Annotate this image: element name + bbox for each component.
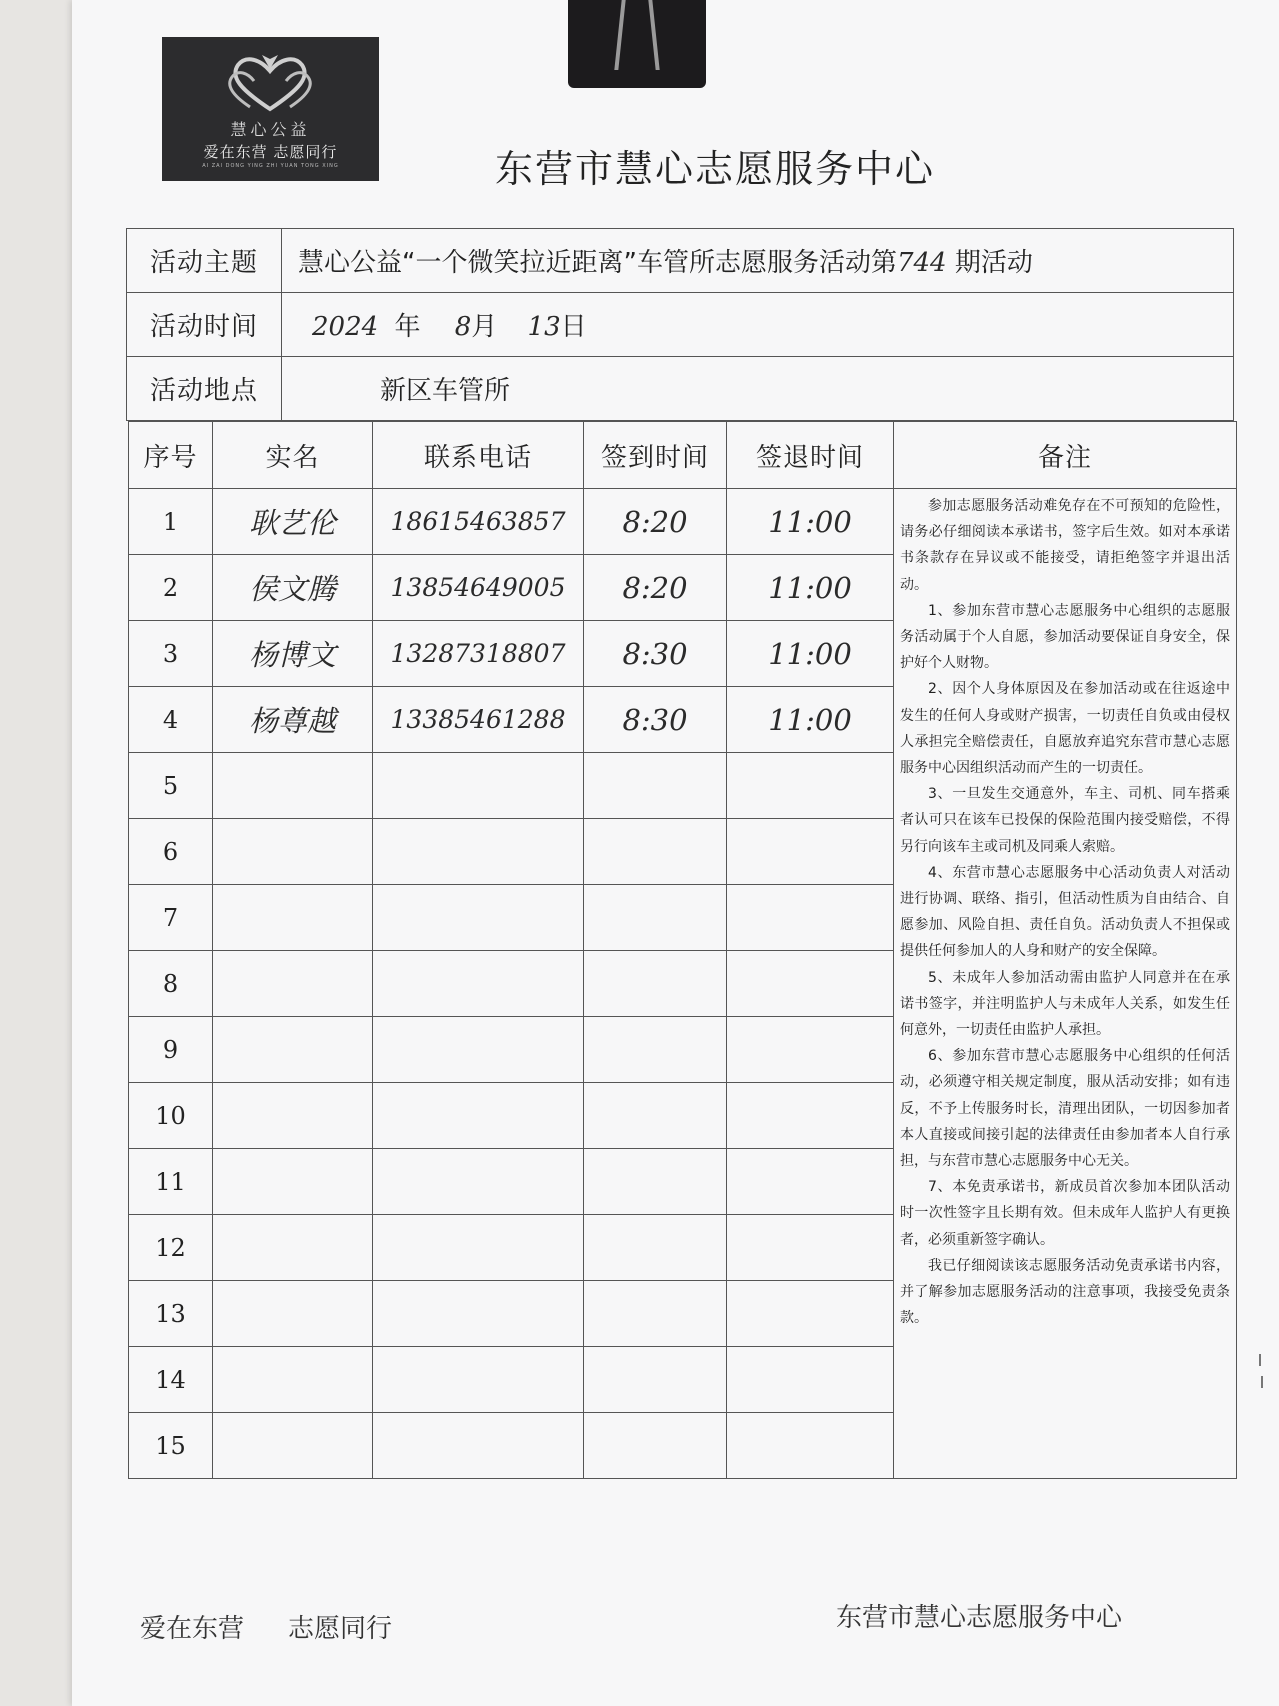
- volunteer-phone: 18615463857: [373, 489, 584, 555]
- notes-clause-4: 4、东营市慧心志愿服务中心活动负责人对活动进行协调、联络、指引，但活动性质为自由结合、自愿参加、风险自担、责任自负。活动负责人不担保或提供任何参加人的人身和财产的安全保障。: [900, 864, 1230, 960]
- checkout-time: [727, 1083, 894, 1149]
- volunteer-phone: [373, 1017, 584, 1083]
- row-number: 13: [129, 1281, 213, 1347]
- checkout-time: [727, 753, 894, 819]
- theme-suffix: 期活动: [954, 248, 1033, 278]
- row-number: 6: [129, 819, 213, 885]
- clip-wire-left: [614, 0, 625, 70]
- logo-slogan: 爱在东营 志愿同行: [203, 143, 338, 161]
- volunteer-signature: [213, 819, 373, 885]
- binder-clip: [568, 0, 706, 88]
- checkout-time: 11:00: [727, 687, 894, 753]
- volunteer-phone: [373, 1083, 584, 1149]
- volunteer-phone: [373, 1281, 584, 1347]
- volunteer-phone: 13287318807: [373, 621, 584, 687]
- volunteer-signature: [213, 753, 373, 819]
- row-number: 7: [129, 885, 213, 951]
- volunteer-signature: 耿艺伦: [213, 489, 373, 555]
- organization-logo: [162, 37, 379, 181]
- checkout-time: [727, 1017, 894, 1083]
- checkin-time: [584, 1347, 727, 1413]
- checkin-time: [584, 1149, 727, 1215]
- header-name: 实名: [213, 422, 373, 489]
- row-number: 1: [129, 489, 213, 555]
- time-row: [127, 293, 1234, 357]
- hearts-logo-icon: [220, 49, 320, 115]
- notes-clause-6: 6、参加东营市慧心志愿服务中心组织的任何活动，必须遵守相关规定制度，服从活动安排；如有违反，不予上传服务时长，清理出团队，一切因参加者本人直接或间接引起的法律责任由参加者本人自行承担，与东营市慧心志愿服务中心无关。: [900, 1048, 1230, 1170]
- row-number: 9: [129, 1017, 213, 1083]
- row-number: 10: [129, 1083, 213, 1149]
- checkin-time: [584, 753, 727, 819]
- theme-value: [282, 229, 1234, 293]
- notes-clause-3: 3、一旦发生交通意外，车主、司机、同车搭乘者认可只在该车已投保的保险范围内接受赔偿，不得另行向该车主或司机及同乘人索赔。: [900, 786, 1230, 855]
- theme-prefix: 慧心公益“一个微笑拉近距离”车管所志愿服务活动第: [298, 248, 897, 278]
- checkout-time: [727, 951, 894, 1017]
- volunteer-phone: [373, 819, 584, 885]
- volunteer-signature: [213, 1083, 373, 1149]
- volunteer-phone: 13385461288: [373, 687, 584, 753]
- notes-clause-2: 2、因个人身体原因及在参加活动或在往返途中发生的任何人身或财产损害，一切责任自负或由侵权人承担完全赔偿责任，自愿放弃追究东营市慧心志愿服务中心因组织活动而产生的一切责任。: [900, 681, 1230, 777]
- volunteer-phone: [373, 753, 584, 819]
- logo-name: 慧心公益: [230, 120, 311, 139]
- time-day-handwritten: 13: [527, 312, 561, 342]
- time-month-handwritten: 8: [454, 312, 472, 342]
- header-checkin: 签到时间: [584, 422, 727, 489]
- checkout-time: 11:00: [727, 489, 894, 555]
- theme-label: 活动主题: [127, 229, 282, 293]
- footer-slogan-part-1: 爱在东营: [140, 1614, 245, 1644]
- volunteer-phone: [373, 951, 584, 1017]
- row-number: 12: [129, 1215, 213, 1281]
- year-unit: 年: [394, 312, 421, 342]
- checkout-time: [727, 1149, 894, 1215]
- theme-row: [127, 229, 1234, 293]
- volunteer-signature: [213, 1215, 373, 1281]
- place-value: 新区车管所: [282, 357, 1234, 421]
- volunteer-phone: [373, 1149, 584, 1215]
- volunteer-signature: 杨博文: [213, 621, 373, 687]
- volunteer-phone: 13854649005: [373, 555, 584, 621]
- notes-intro: 参加志愿服务活动难免存在不可预知的危险性，请务必仔细阅读本承诺书，签字后生效。如对本承诺书条款存在异议或不能接受，请拒绝签字并退出活动。: [900, 498, 1230, 593]
- checkin-time: [584, 1413, 727, 1479]
- checkin-time: [584, 819, 727, 885]
- clip-wire-right: [648, 0, 659, 70]
- footer-slogan-part-2: 志愿同行: [288, 1614, 393, 1644]
- theme-issue-handwritten: 744: [896, 248, 947, 278]
- checkout-time: 11:00: [727, 621, 894, 687]
- checkout-time: 11:00: [727, 555, 894, 621]
- notes-clause-5: 5、未成年人参加活动需由监护人同意并在在承诺书签字，并注明监护人与未成年人关系，如发生任何意外，一切责任由监护人承担。: [900, 969, 1230, 1039]
- volunteer-signature: [213, 1347, 373, 1413]
- time-label: 活动时间: [127, 293, 282, 357]
- row-number: 5: [129, 753, 213, 819]
- activity-info-table: [126, 228, 1234, 421]
- document-title: 东营市慧心志愿服务中心: [495, 147, 936, 191]
- disclaimer-text: [900, 493, 1230, 1332]
- volunteer-signature: [213, 885, 373, 951]
- volunteer-roster-table: [128, 421, 1237, 1479]
- day-unit: 日: [560, 312, 587, 342]
- volunteer-signature: [213, 1281, 373, 1347]
- checkin-time: 8:30: [584, 621, 727, 687]
- volunteer-phone: [373, 1347, 584, 1413]
- place-row: [127, 357, 1234, 421]
- month-unit: 月: [471, 312, 498, 342]
- header-notes: 备注: [894, 422, 1237, 489]
- roster-header-row: [129, 422, 1237, 489]
- volunteer-signature: [213, 951, 373, 1017]
- row-number: 4: [129, 687, 213, 753]
- place-label: 活动地点: [127, 357, 282, 421]
- checkin-time: [584, 1017, 727, 1083]
- time-year-handwritten: 2024: [312, 312, 379, 342]
- header-checkout: 签退时间: [727, 422, 894, 489]
- footer-slogan: [140, 1608, 436, 1645]
- header-no: 序号: [129, 422, 213, 489]
- checkout-time: [727, 1215, 894, 1281]
- time-value: [282, 293, 1234, 357]
- checkin-time: [584, 1215, 727, 1281]
- row-number: 15: [129, 1413, 213, 1479]
- header-phone: 联系电话: [373, 422, 584, 489]
- checkin-time: [584, 951, 727, 1017]
- checkout-time: [727, 1413, 894, 1479]
- checkout-time: [727, 1281, 894, 1347]
- checkin-time: [584, 1083, 727, 1149]
- volunteer-signature: 杨尊越: [213, 687, 373, 753]
- volunteer-signature: [213, 1017, 373, 1083]
- notes-clause-1: 1、参加东营市慧心志愿服务中心组织的志愿服务活动属于个人自愿，参加活动要保证自身安全，保护好个人财物。: [900, 602, 1230, 672]
- disclaimer-notes: [894, 489, 1237, 1479]
- logo-pinyin: AI ZAI DONG YING ZHI YUAN TONG XING: [202, 163, 339, 169]
- row-number: 14: [129, 1347, 213, 1413]
- checkin-time: 8:20: [584, 555, 727, 621]
- notes-acknowledgement: 我已仔细阅读该志愿服务活动免责承诺书内容，并了解参加志愿服务活动的注意事项，我接受免责条款。: [900, 1257, 1230, 1327]
- checkin-time: 8:20: [584, 489, 727, 555]
- volunteer-signature: [213, 1149, 373, 1215]
- checkin-time: [584, 1281, 727, 1347]
- volunteer-phone: [373, 1215, 584, 1281]
- volunteer-phone: [373, 1413, 584, 1479]
- volunteer-signature: 侯文腾: [213, 555, 373, 621]
- row-number: 3: [129, 621, 213, 687]
- notes-clause-7: 7、本免责承诺书，新成员首次参加本团队活动时一次性签字且长期有效。但未成年人监护人有更换者，必须重新签字确认。: [900, 1179, 1230, 1248]
- checkout-time: [727, 1347, 894, 1413]
- edge-marks-icon: [1254, 1352, 1268, 1392]
- footer-organization: 东营市慧心志愿服务中心: [836, 1603, 1123, 1633]
- row-number: 2: [129, 555, 213, 621]
- table-row: [129, 489, 1237, 555]
- checkout-time: [727, 819, 894, 885]
- checkout-time: [727, 885, 894, 951]
- checkin-time: 8:30: [584, 687, 727, 753]
- volunteer-phone: [373, 885, 584, 951]
- checkin-time: [584, 885, 727, 951]
- volunteer-signature: [213, 1413, 373, 1479]
- row-number: 8: [129, 951, 213, 1017]
- row-number: 11: [129, 1149, 213, 1215]
